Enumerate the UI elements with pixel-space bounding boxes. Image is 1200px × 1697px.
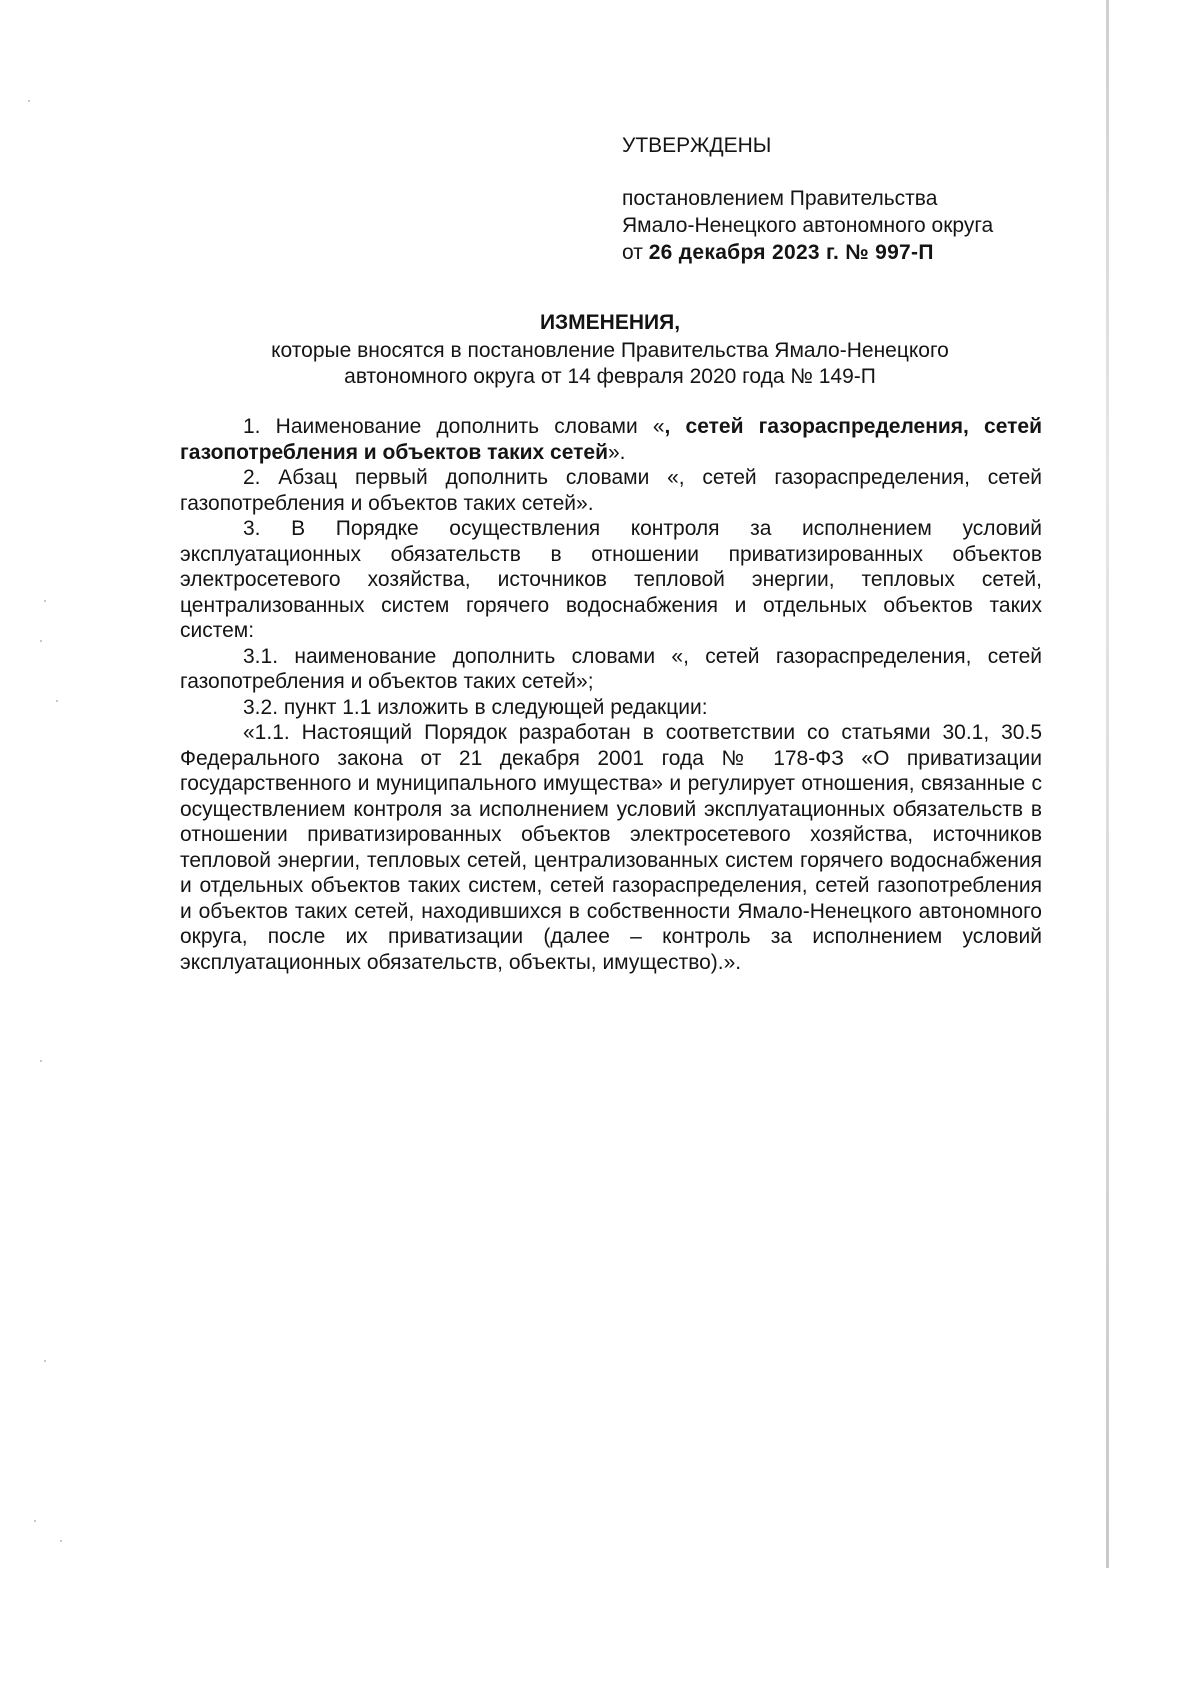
scan-speck	[44, 600, 46, 602]
scan-speck	[40, 640, 42, 642]
document-subtitle-line-1: которые вносятся в постановление Правительства Ямало-Ненецкого	[271, 339, 949, 362]
paragraph-quoted-1-1: «1.1. Настоящий Порядок разработан в соответствии со статьями 30.1, 30.5 Федерального закона от 21 декабря 2001 года № 178-ФЗ «О приватизации государственного и муниципального имущества» и регулирует отношения, связанные с осуществлением контроля за исполнением условий эксплуатационных обязательств в отношении приватизированных объектов электросетевого хозяйства, источников тепловой энергии, тепловых сетей, централизованных систем горячего водоснабжения и отдельных объектов таких систем, сетей газораспределения, сетей газопотребления и объектов таких сетей, находившихся в собственности Ямало-Ненецкого автономного округа, после их приватизации (далее – контроль за исполнением условий эксплуатационных обязательств, объекты, имущество).».	[180, 721, 1042, 974]
scan-speck	[44, 1360, 46, 1362]
approval-date-line	[622, 239, 1062, 266]
document-body	[180, 414, 1042, 975]
paragraph-3-1: 3.1. наименование дополнить словами «, сетей газораспределения, сетей газопотребления и объектов таких сетей»;	[180, 644, 1042, 693]
approval-line-1: постановлением Правительства	[622, 187, 938, 210]
scan-speck	[60, 1540, 62, 1542]
paragraph-2: 2. Абзац первый дополнить словами «, сетей газораспределения, сетей газопотребления и объектов таких сетей».	[180, 466, 1042, 515]
paragraph-1-bold-insert: , сетей газораспределения, сетей газопотребления и объектов таких сетей	[180, 415, 1042, 464]
scan-speck	[34, 1520, 36, 1522]
approval-heading: УТВЕРЖДЕНЫ	[622, 134, 772, 157]
paragraph-1-text-end: ».	[608, 440, 626, 464]
scan-speck	[56, 700, 58, 702]
approval-date-prefix: от	[622, 241, 643, 264]
paragraph-1	[180, 414, 1042, 465]
scan-speck	[40, 1060, 42, 1062]
paragraph-3-2: 3.2. пункт 1.1 изложить в следующей редакции:	[243, 695, 708, 719]
document-title-block	[180, 310, 1040, 390]
approval-block	[622, 132, 1062, 266]
scan-edge-shadow	[1106, 0, 1109, 1568]
paragraph-3: 3. В Порядке осуществления контроля за исполнением условий эксплуатационных обязательств в отношении приватизированных объектов электросетевого хозяйства, источников тепловой энергии, тепловых сетей, централизованных систем горячего водоснабжения и отдельных объектов таких систем:	[180, 517, 1042, 642]
paragraph-1-text-start: 1. Наименование дополнить словами «	[243, 415, 665, 438]
document-subtitle-line-2: автономного округа от 14 февраля 2020 года № 149-П	[344, 365, 876, 388]
approval-line-2: Ямало-Ненецкого автономного округа	[622, 214, 994, 237]
approval-date-number: 26 декабря 2023 г. № 997-П	[648, 241, 934, 264]
scan-speck	[28, 100, 30, 102]
document-title: ИЗМЕНЕНИЯ,	[539, 311, 681, 334]
